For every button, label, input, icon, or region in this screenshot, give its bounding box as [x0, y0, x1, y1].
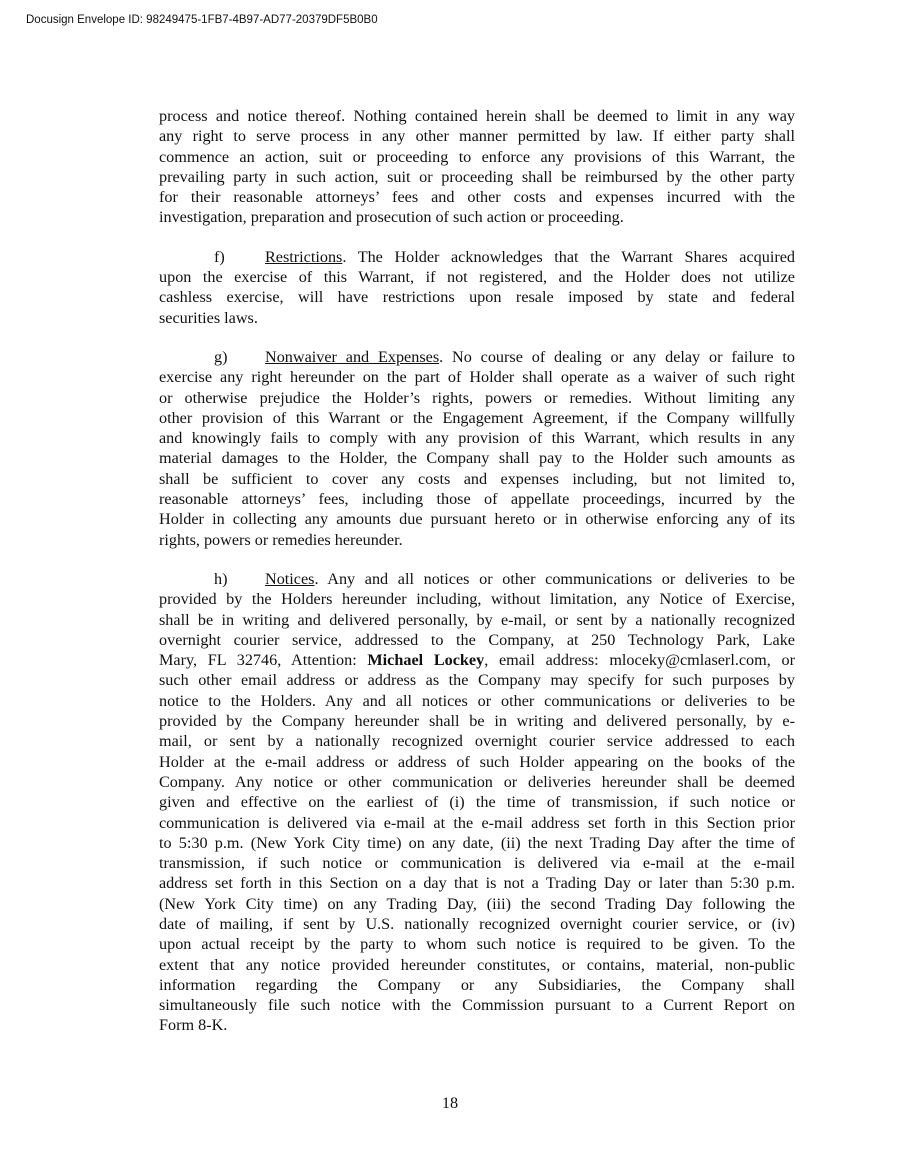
text-line: for their reasonable attorneys’ fees and other costs and expenses incurred with the — [159, 188, 795, 207]
paragraph-first-line — [159, 247, 795, 267]
line-text: . No course of dealing or any delay or failure to — [439, 347, 795, 366]
text-line: other provision of this Warrant or the Engagement Agreement, if the Company willfully — [159, 408, 795, 427]
section-heading: Nonwaiver and Expenses — [265, 347, 440, 366]
paragraph-restrictions — [159, 247, 795, 328]
text-line: (New York City time) on any Trading Day, (iii) the second Trading Day following the — [159, 894, 795, 913]
text-line: exercise any right hereunder on the part of Holder shall operate as a waiver of such right — [159, 368, 795, 387]
text-line: cashless exercise, will have restrictions upon resale imposed by state and federal — [159, 288, 795, 307]
paragraph-notices — [159, 569, 795, 1036]
text-line: communication is delivered via e-mail at the e-mail address set forth in this Section prior — [159, 813, 795, 832]
text-line: overnight courier service, addressed to the Company, at 250 Technology Park, Lake — [159, 630, 795, 649]
text-line: shall be in writing and delivered personally, by e-mail, or sent by a nationally recognized — [159, 610, 795, 629]
attention-name: Michael Lockey — [367, 651, 485, 670]
text-line: provided by the Holders hereunder including, without limitation, any Notice of Exercise, — [159, 590, 795, 609]
section-label: g) — [214, 347, 228, 366]
email-text: , email address: mloceky@cmlaserl.com, or — [484, 651, 795, 670]
text-line: Form 8-K. — [159, 1016, 228, 1035]
text-line: securities laws. — [159, 308, 258, 327]
text-line — [159, 650, 795, 670]
text-line: investigation, preparation and prosecution of such action or proceeding. — [159, 208, 624, 227]
section-label: h) — [214, 569, 228, 588]
text-line: notice to the Holders. Any and all notices or other communications or deliveries to be — [159, 691, 795, 710]
text-line: upon actual receipt by the party to whom such notice is required to be given. To the — [159, 935, 795, 954]
text-line: to 5:30 p.m. (New York City time) on any date, (ii) the next Trading Day after the time of — [159, 833, 795, 852]
text-line: extent that any notice provided hereunder constitutes, or contains, material, non-public — [159, 955, 795, 974]
text-line: Holder at the e-mail address or address of such Holder appearing on the books of the — [159, 752, 795, 771]
paragraph-first-line — [159, 569, 795, 589]
text-line: shall be sufficient to cover any costs and expenses including, but not limited to, — [159, 469, 795, 488]
paragraph-continuation — [159, 106, 795, 228]
section-label: f) — [214, 247, 225, 266]
text-line: Company. Any notice or other communication or deliveries hereunder shall be deemed — [159, 772, 795, 791]
paragraph-first-line — [159, 347, 795, 367]
text-line: simultaneously file such notice with the Commission pursuant to a Current Report on — [159, 996, 795, 1015]
text-line: process and notice thereof. Nothing contained herein shall be deemed to limit in any way — [159, 107, 795, 125]
text-line: given and effective on the earliest of (i) the time of transmission, if such notice or — [159, 793, 795, 812]
text-line: upon the exercise of this Warrant, if not registered, and the Holder does not utilize — [159, 268, 795, 287]
text-line: transmission, if such notice or communication is delivered via e-mail at the e-mail — [159, 854, 795, 873]
document-body — [159, 106, 795, 1055]
section-heading: Notices — [265, 569, 315, 588]
text-line: mail, or sent by a nationally recognized overnight courier service addressed to each — [159, 732, 795, 751]
text-line: such other email address or address as the Company may specify for such purposes by — [159, 671, 795, 690]
envelope-id-header: Docusign Envelope ID: 98249475-1FB7-4B97-AD77-20379DF5B0B0 — [26, 14, 378, 26]
text-line: and knowingly fails to comply with any provision of this Warrant, which results in any — [159, 429, 795, 448]
section-heading: Restrictions — [265, 247, 343, 266]
text-line: date of mailing, if sent by U.S. nationally recognized overnight courier service, or (iv) — [159, 914, 795, 933]
text-line: address set forth in this Section on a day that is not a Trading Day or later than 5:30 p.m. — [159, 874, 795, 893]
line-text: . Any and all notices or other communications or deliveries to be — [314, 569, 795, 588]
text-line: provided by the Company hereunder shall be in writing and delivered personally, by e- — [159, 712, 795, 731]
text-line: any right to serve process in any other manner permitted by law. If either party shall — [159, 127, 795, 146]
text-line: information regarding the Company or any Subsidiaries, the Company shall — [159, 975, 795, 994]
text-line: or otherwise prejudice the Holder’s rights, powers or remedies. Without limiting any — [159, 388, 795, 407]
page-number: 18 — [441, 1094, 459, 1112]
line-text: . The Holder acknowledges that the Warrant Shares acquired — [342, 247, 795, 266]
line-text: Mary, FL 32746, Attention: — [159, 651, 368, 670]
text-line: Holder in collecting any amounts due pursuant hereto or in otherwise enforcing any of its — [159, 510, 795, 529]
text-line: material damages to the Holder, the Company shall pay to the Holder such amounts as — [159, 449, 795, 468]
text-line: reasonable attorneys’ fees, including those of appellate proceedings, incurred by the — [159, 490, 795, 509]
text-line: prevailing party in such action, suit or proceeding shall be reimbursed by the other party — [159, 167, 795, 186]
text-line: commence an action, suit or proceeding to enforce any provisions of this Warrant, the — [159, 147, 795, 166]
paragraph-nonwaiver — [159, 347, 795, 550]
text-line: rights, powers or remedies hereunder. — [159, 530, 403, 549]
